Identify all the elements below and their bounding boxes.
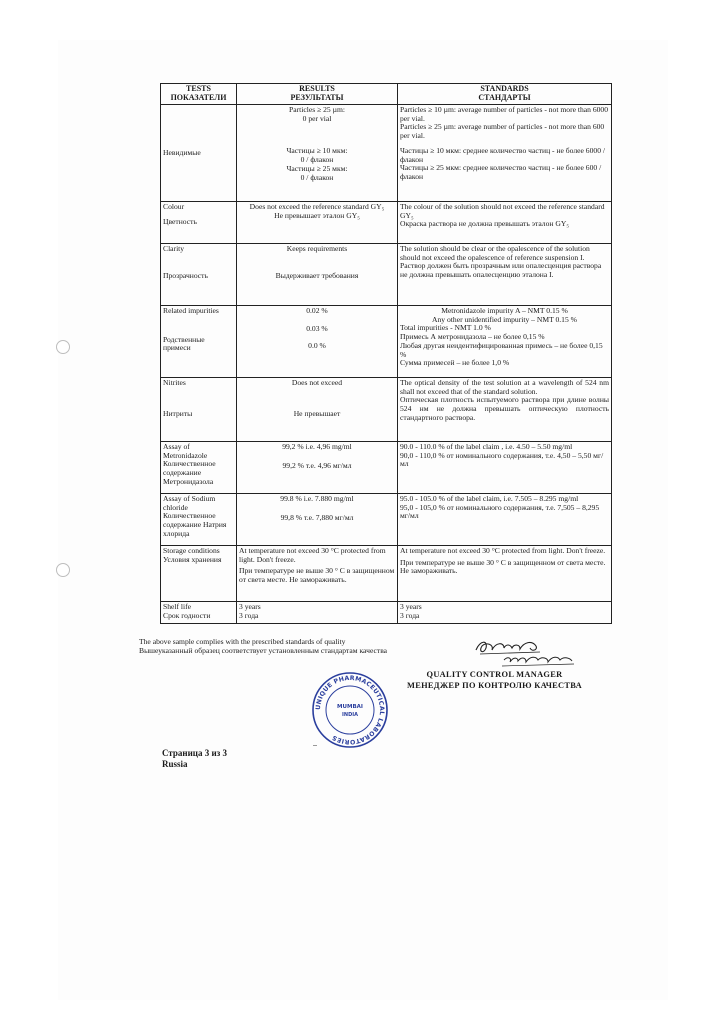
header-results <box>237 84 398 105</box>
svg-text:UNIQUE PHARMACEUTICAL LABORATO <box>315 675 385 745</box>
header-results-ru: РЕЗУЛЬТАТЫ <box>290 93 344 102</box>
result-cell <box>237 378 398 442</box>
page-number: Страница 3 из 3 <box>162 748 228 758</box>
standard-line: The solution should be clear or the opalescence of the solution should not exceed the opalescence of reference suspension I. <box>400 244 590 262</box>
compliance-note-ru: Вышеуказанный образец соответствует установленным стандартам качества <box>139 646 388 655</box>
standard-line: Частицы ≥ 10 мкм: среднее количество частиц - не более 6000 /флакон <box>400 145 605 164</box>
company-stamp-icon <box>310 670 390 750</box>
result-line: 0.03 % <box>306 323 328 333</box>
signature-icon <box>474 636 584 668</box>
result-cell <box>237 494 398 546</box>
header-standards <box>398 84 612 105</box>
result-line: Не превышает <box>293 408 341 418</box>
table-row <box>161 494 612 546</box>
test-name-ru: Цветность <box>163 216 197 226</box>
result-cell <box>237 442 398 494</box>
standard-line: At temperature not exceed 30 °C protected from light. Don't freeze. <box>400 546 606 555</box>
standard-line: Particles ≥ 10 µm: average number of particles - not more than 6000 per vial. <box>400 105 609 123</box>
table-row <box>161 105 612 202</box>
test-cell <box>161 306 237 378</box>
result-cell <box>237 306 398 378</box>
standard-line: Любая другая неидентифицированная примесь – не более 0,15 % <box>400 340 603 359</box>
standard-line: 95.0 - 105.0 % of the label claim, i.e. 7.505 – 8.295 mg/ml <box>400 494 579 503</box>
header-tests <box>161 84 237 105</box>
test-name-ru: Количественное содержание Натрия хлорида <box>163 511 227 538</box>
standard-cell <box>398 306 612 378</box>
test-name: Storage conditions <box>163 546 220 555</box>
test-name: Shelf life <box>163 602 192 611</box>
result-line: 0 / флакон <box>300 155 334 165</box>
test-name-ru: Условия хранения <box>163 554 222 564</box>
result-line: 0.02 % <box>306 306 328 315</box>
result-cell <box>237 546 398 602</box>
result-line: 99.8 % i.e. 7.880 mg/ml <box>280 494 354 503</box>
test-cell <box>161 378 237 442</box>
header-tests-en: TESTS <box>186 84 211 93</box>
standard-line: Оптическая плотность испытуемого раствора при длине волны 524 нм не должна превышать оптическую плотность стандартного раствора. <box>400 395 609 422</box>
result-line: 0 per vial <box>302 113 332 123</box>
test-cell <box>161 442 237 494</box>
test-cell <box>161 602 237 624</box>
result-line: 3 года <box>239 610 259 620</box>
test-cell <box>161 546 237 602</box>
test-name-ru: Нитриты <box>163 408 193 418</box>
scan-mark <box>313 745 317 746</box>
standard-line: Total impurities - NMT 1.0 % <box>400 323 491 333</box>
result-line: 0 / флакон <box>300 172 334 182</box>
table-row <box>161 602 612 624</box>
stamp-country: INDIA <box>342 712 358 718</box>
standard-cell <box>398 494 612 546</box>
standard-line: 3 years <box>400 602 422 611</box>
result-line: Does not exceed <box>291 378 343 387</box>
test-name-ru: Срок годности <box>163 610 211 620</box>
standard-cell <box>398 378 612 442</box>
standard-line: Окраска раствора не должна превышать эталон GY₅ <box>400 219 569 229</box>
test-name-ru: Количественное содержание Метронидазола <box>163 459 216 486</box>
table-header-row <box>161 84 612 105</box>
result-line: 99,8 % т.е. 7,880 мг/мл <box>280 512 354 522</box>
test-name: Colour <box>163 202 185 211</box>
standard-line: 90,0 - 110,0 % от номинального содержания, т.е. 4,50 – 5,50 мг/мл <box>400 450 604 469</box>
test-cell <box>161 105 237 202</box>
standard-cell <box>398 602 612 624</box>
standard-line: Сумма примесей – не более 1,0 % <box>400 358 510 368</box>
result-line: Keeps requirements <box>286 244 348 253</box>
standard-line: Any other unidentified impurity – NMT 0.15 % <box>432 314 577 324</box>
standard-line: Metronidazole impurity A – NMT 0.15 % <box>441 306 568 315</box>
standard-line: The optical density of the test solution at a wavelength of 524 nm shall not exceed that of the standard solution. <box>400 378 609 396</box>
standard-line: При температуре не выше 30 ° С в защищенном от света месте. Не замораживать. <box>400 557 606 576</box>
punch-hole-top <box>56 340 70 354</box>
standard-line: Примесь А метронидазола – не более 0,15 % <box>400 332 545 342</box>
header-standards-ru: СТАНДАРТЫ <box>478 93 531 102</box>
table-row <box>161 378 612 442</box>
quality-table <box>160 83 612 624</box>
standard-cell <box>398 546 612 602</box>
result-line: Выдерживает требования <box>275 270 359 280</box>
manager-block <box>407 669 582 691</box>
test-cell <box>161 494 237 546</box>
standard-line: Частицы ≥ 25 мкм: среднее количество частиц - не более 600 /флакон <box>400 163 602 181</box>
standard-line: 95,0 - 105,0 % от номинального содержания, т.е. 7,505 – 8,295 мг/мл <box>400 502 600 521</box>
test-cell <box>161 202 237 244</box>
standard-cell <box>398 202 612 244</box>
standard-line: Particles ≥ 25 µm: average number of particles - not more than 600 per vial. <box>400 122 605 141</box>
stamp-city: MUMBAI <box>337 704 363 710</box>
result-cell <box>237 244 398 306</box>
test-name: Related impurities <box>163 306 219 315</box>
test-name: Clarity <box>163 244 185 253</box>
standard-line: Раствор должен быть прозрачным или опалесценция раствора не должна превышать опалесценцию эталона I. <box>400 261 602 280</box>
test-name: Невидимые <box>163 147 201 157</box>
country-label: Russia <box>162 759 188 769</box>
test-name-ru: Родственные примеси <box>163 334 205 353</box>
result-line: Particles ≥ 25 µm: <box>289 105 345 114</box>
result-cell <box>237 602 398 624</box>
result-line: Частицы ≥ 25 мкм: <box>286 163 348 173</box>
test-name-ru: Прозрачность <box>163 270 208 280</box>
standard-line: 90.0 - 110.0 % of the label claim , i.e. 4.50 – 5.50 mg/ml <box>400 442 573 451</box>
table-row <box>161 306 612 378</box>
standard-line: 3 года <box>400 610 420 620</box>
result-cell <box>237 202 398 244</box>
result-cell <box>237 105 398 202</box>
table-row <box>161 442 612 494</box>
standard-line: The colour of the solution should not exceed the reference standard GY₅ <box>400 202 605 220</box>
standard-cell <box>398 105 612 202</box>
test-cell <box>161 244 237 306</box>
result-line: Не превышает эталон GY₅ <box>274 210 360 220</box>
test-name: Nitrites <box>163 378 186 387</box>
compliance-note <box>139 637 387 655</box>
result-line: Частицы ≥ 10 мкм: <box>286 146 348 156</box>
result-line: Does not exceed the reference standard GY₅ <box>249 202 385 211</box>
result-line: При температуре не выше 30 ° С в защищенном от света месте. Не замораживать. <box>239 566 395 585</box>
table-row <box>161 546 612 602</box>
header-tests-ru: ПОКАЗАТЕЛИ <box>170 93 227 102</box>
result-line: 3 years <box>239 602 261 611</box>
test-name: Assay of Sodium chloride <box>163 494 216 512</box>
punch-hole-bottom <box>56 563 70 577</box>
result-line: At temperature not exceed 30 °C protected from light. Don't freeze. <box>239 546 386 564</box>
table-row <box>161 244 612 306</box>
header-results-en: RESULTS <box>299 84 335 93</box>
manager-title-ru: МЕНЕДЖЕР ПО КОНТРОЛЮ КАЧЕСТВА <box>407 681 582 690</box>
result-line: 99,2 % i.e. 4,96 mg/ml <box>282 442 352 451</box>
page-footer <box>162 748 227 770</box>
test-name: Assay of Metronidazole <box>163 442 208 460</box>
stamp-text: UNIQUE PHARMACEUTICAL LABORATORIES <box>314 674 386 746</box>
result-line: 99,2 % т.е. 4,96 мг/мл <box>282 460 352 470</box>
compliance-note-en: The above sample complies with the prescribed standards of quality <box>139 637 346 646</box>
standard-cell <box>398 442 612 494</box>
result-line: 0.0 % <box>308 341 326 351</box>
manager-title-en: QUALITY CONTROL MANAGER <box>426 670 563 679</box>
header-standards-en: STANDARDS <box>480 84 529 93</box>
table-row <box>161 202 612 244</box>
standard-cell <box>398 244 612 306</box>
